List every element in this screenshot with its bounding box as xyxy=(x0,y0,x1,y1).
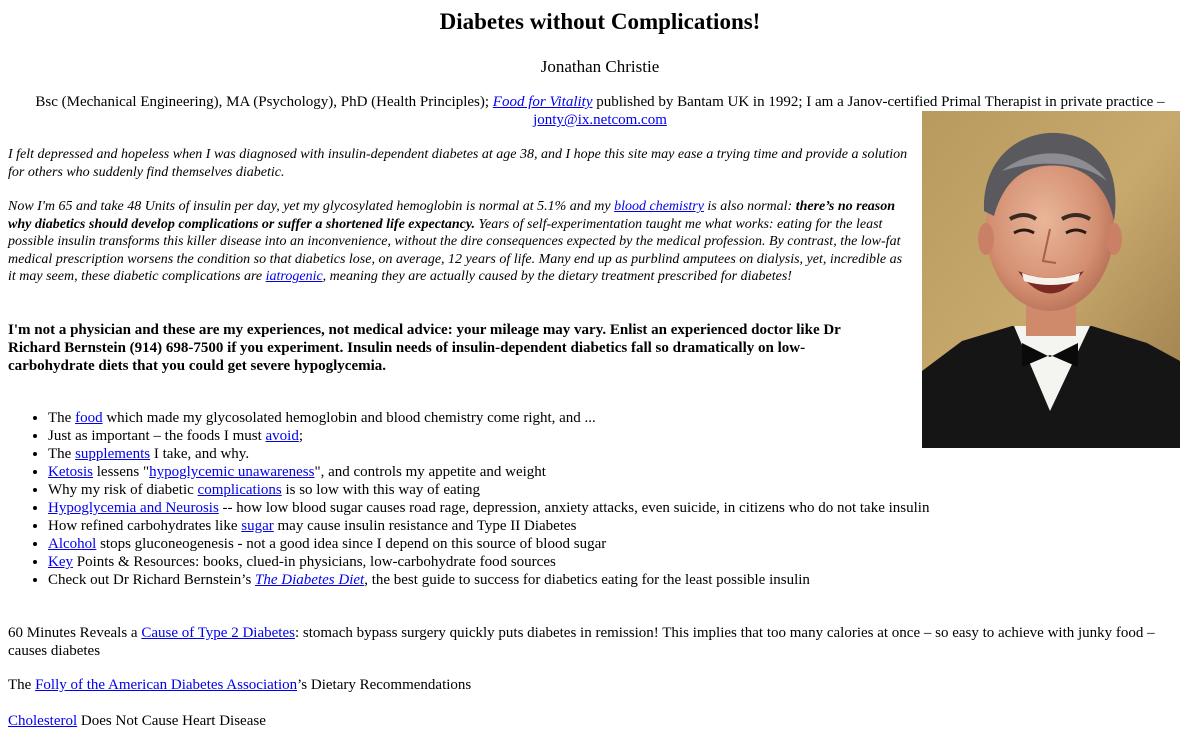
hypoglycemia-neurosis-link[interactable]: Hypoglycemia and Neurosis xyxy=(48,500,219,516)
avoid-link[interactable]: avoid xyxy=(265,428,299,444)
story-text-2: is also normal: xyxy=(703,199,796,214)
type2-paragraph: 60 Minutes Reveals a Cause of Type 2 Diabetes: stomach bypass surgery quickly puts diabetes in remission! This implies that too many calories at once – so easy to achieve with junky food – causes diabetes xyxy=(8,625,1155,659)
list-item: • Key Points & Resources: books, clued-in physicians, low-carbohydrate food sources xyxy=(48,553,1048,571)
key-link[interactable]: Key xyxy=(48,554,73,570)
complications-link[interactable]: complications xyxy=(197,482,282,498)
ketosis-link[interactable]: Ketosis xyxy=(48,464,93,480)
book-link[interactable]: Food for Vitality xyxy=(492,94,593,110)
diabetes-diet-link[interactable]: The Diabetes Diet xyxy=(255,572,365,588)
author-photo xyxy=(922,111,1180,448)
ada-paragraph: The Folly of the American Diabetes Association’s Dietary Recommendations xyxy=(8,677,472,693)
list-item: • Hypoglycemia and Neurosis -- how low blood sugar causes road rage, depression, anxiety attacks, even suicide, in citizens who do not take insulin xyxy=(48,499,1048,517)
intro-paragraph: I felt depressed and hopeless when I was diagnosed with insulin-dependent diabetes at age 38, and I hope this site may ease a trying time and provide a solution for others who suddenly find themselves diabetic. xyxy=(8,147,908,180)
sugar-link[interactable]: sugar xyxy=(241,518,274,534)
key-claim: there’s no reason why diabetics should develop complications or suffer a shortened life expectancy. xyxy=(8,199,896,232)
list-item: • Check out Dr Richard Bernstein’s The Diabetes Diet, the best guide to success for diabetics eating for the least possible insulin xyxy=(48,571,1048,589)
story-text-3: Years of self-experimentation taught me what works: eating for the least possible insulin transforms this killer disease into an inconvenience, without the dire consequences expected by the medical profession. By contrast, the low-fat medical prescription worsens the condition so that diabetics lose, on average, 12 years of life. Many end up as purblind amputees on dialysis, yet, incredible as it may seem, these diabetic complications are xyxy=(8,216,903,285)
cholesterol-link[interactable]: Cholesterol xyxy=(8,713,78,729)
author-name: Jonathan Christie xyxy=(540,57,660,76)
creds-text-2: published by Bantam UK in 1992; I am a Janov-certified Primal Therapist in private practice – xyxy=(592,94,1165,110)
list-item: • The food which made my glycosolated hemoglobin and blood chemistry come right, and ... xyxy=(48,409,1048,427)
iatrogenic-link[interactable]: iatrogenic xyxy=(265,269,323,285)
supplements-link[interactable]: supplements xyxy=(75,446,151,462)
alcohol-link[interactable]: Alcohol xyxy=(48,536,97,552)
type2-cause-link[interactable]: Cause of Type 2 Diabetes xyxy=(141,625,295,641)
list-item: • Why my risk of diabetic complications is so low with this way of eating xyxy=(48,481,1048,499)
list-item: • Just as important – the foods I must avoid; xyxy=(48,427,1048,445)
creds-text: Bsc (Mechanical Engineering), MA (Psychology), PhD (Health Principles); xyxy=(35,94,493,110)
blood-chemistry-link[interactable]: blood chemistry xyxy=(614,199,704,214)
story-text: Now I'm 65 and take 48 Units of insulin per day, yet my glycosylated hemoglobin is normal at 5.1% and my xyxy=(8,199,615,214)
food-link[interactable]: food xyxy=(75,410,103,426)
cholesterol-paragraph: Cholesterol Does Not Cause Heart Disease xyxy=(8,713,266,729)
story-paragraph xyxy=(8,198,908,286)
topic-list xyxy=(8,409,1048,589)
email-link[interactable]: jonty@ix.netcom.com xyxy=(533,112,667,128)
ada-folly-link[interactable]: Folly of the American Diabetes Association xyxy=(35,677,298,693)
medical-disclaimer: I'm not a physician and these are my experiences, not medical advice: your mileage may vary. Enlist an experienced doctor like Dr Richard Bernstein (914) 698-7500 if you experiment. Insulin needs of insulin-dependent diabetics fall so dramatically on low-carbohydrate diets that you could get severe hypoglycemia. xyxy=(8,322,841,374)
list-item: • The supplements I take, and why. xyxy=(48,445,1048,463)
hypoglycemic-unawareness-link[interactable]: hypoglycemic unawareness xyxy=(149,464,315,480)
list-item: • Alcohol stops gluconeogenesis - not a good idea since I depend on this source of blood sugar xyxy=(48,535,1048,553)
list-item: • How refined carbohydrates like sugar may cause insulin resistance and Type II Diabetes xyxy=(48,517,1048,535)
story-text-4: , meaning they are actually caused by the dietary treatment prescribed for diabetes! xyxy=(322,269,792,285)
list-item: • Ketosis lessens "hypoglycemic unawareness", and controls my appetite and weight xyxy=(48,463,1048,481)
page-title: Diabetes without Complications! xyxy=(439,9,761,34)
